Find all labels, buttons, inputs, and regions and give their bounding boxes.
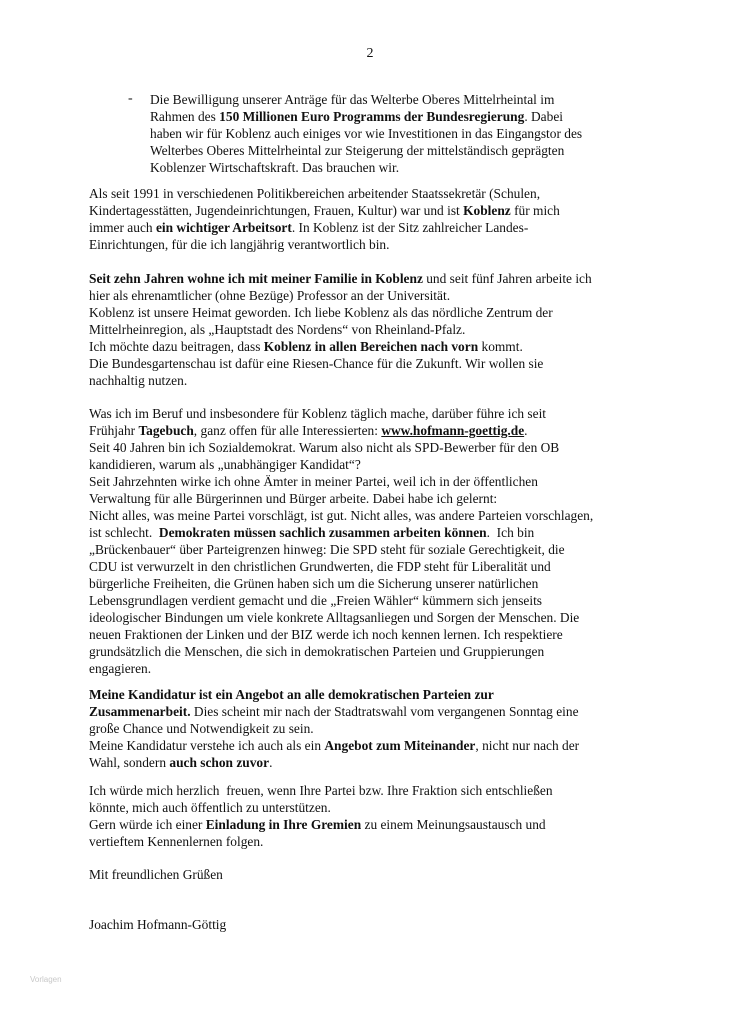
text-line: neuen Fraktionen der Linken und der BIZ werde ich noch kennen lernen. Ich respektiere xyxy=(89,627,563,642)
text-line: Meine Kandidatur verstehe ich auch als ein Angebot zum Miteinander, nicht nur nach der xyxy=(89,738,580,753)
text-line: Was ich im Beruf und insbesondere für Koblenz täglich mache, darüber führe ich seit xyxy=(89,406,547,421)
page-number: 2 xyxy=(366,46,374,61)
emphasis: Koblenz in allen Bereichen nach vorn xyxy=(263,339,479,354)
text-line: Zusammenarbeit. Dies scheint mir nach der Stadtratswahl vom vergangenen Sonntag eine xyxy=(89,704,579,719)
bullet-marker: - xyxy=(128,91,133,106)
emphasis: Einladung in Ihre Gremien xyxy=(205,817,362,832)
text-line: Gern würde ich einer Einladung in Ihre Gremien zu einem Meinungsaustausch und xyxy=(89,817,546,832)
emphasis: Seit zehn Jahren wohne ich mit meiner Familie in Koblenz xyxy=(89,271,423,286)
text-line: vertieftem Kennenlernen folgen. xyxy=(89,834,264,849)
emphasis: ein wichtiger Arbeitsort xyxy=(155,220,292,235)
text-line: CDU ist verwurzelt in den christlichen Grundwerten, die FDP steht für Liberalität und xyxy=(89,559,551,574)
text-line: Wahl, sondern auch schon zuvor. xyxy=(89,755,273,770)
text-line: Lebensgrundlagen verdient gemacht und die „Freien Wähler“ kümmern sich jenseits xyxy=(89,593,543,608)
text-line: Rahmen des 150 Millionen Euro Programms der Bundesregierung. Dabei xyxy=(150,109,563,124)
paragraph-kandidatur xyxy=(89,686,649,771)
paragraph-staatssekretaer xyxy=(89,185,649,253)
text-line: Als seit 1991 in verschiedenen Politikbereichen arbeitender Staatssekretär (Schulen, xyxy=(89,186,541,201)
text-line: Mit freundlichen Grüßen xyxy=(89,867,223,882)
paragraph-koblenz-heimat xyxy=(89,270,649,389)
emphasis: Meine Kandidatur ist ein Angebot an alle demokratischen Parteien zur xyxy=(89,687,494,702)
text-line: engagieren. xyxy=(89,661,152,676)
text-line: Einrichtungen, für die ich langjährig verantwortlich bin. xyxy=(89,237,390,252)
emphasis: 150 Millionen Euro Programms der Bundesregierung xyxy=(219,109,525,124)
text-line: Koblenzer Wirtschaftskraft. Das brauchen wir. xyxy=(150,160,400,175)
text-line: Joachim Hofmann-Göttig xyxy=(89,917,227,932)
emphasis: Zusammenarbeit. xyxy=(89,704,191,719)
text-line: Verwaltung für alle Bürgerinnen und Bürger arbeite. Dabei habe ich gelernt: xyxy=(89,491,498,506)
text-line: Koblenz ist unsere Heimat geworden. Ich liebe Koblenz als das nördliche Zentrum der xyxy=(89,305,553,320)
text-line xyxy=(89,686,649,703)
text-line: große Chance und Notwendigkeit zu sein. xyxy=(89,721,314,736)
text-line: grundsätzlich die Menschen, die sich in demokratischen Parteien und Gruppierungen xyxy=(89,644,545,659)
text-line: Kindertagesstätten, Jugendeinrichtungen, Frauen, Kultur) war und ist Koblenz für mich xyxy=(89,203,560,218)
text-line: kandidieren, warum als „unabhängiger Kandidat“? xyxy=(89,457,361,472)
text-line: „Brückenbauer“ über Parteigrenzen hinweg: Die SPD steht für soziale Gerechtigkeit, die xyxy=(89,542,565,557)
emphasis: Angebot zum Miteinander xyxy=(324,738,476,753)
emphasis: Demokraten müssen sachlich zusammen arbeiten können xyxy=(158,525,487,540)
text-line: Die Bewilligung unserer Anträge für das Welterbe Oberes Mittelrheintal im xyxy=(150,92,555,107)
text-line: bürgerliche Freiheiten, die Grünen haben sich um die Sicherung unserer natürlichen xyxy=(89,576,539,591)
emphasis: auch schon zuvor xyxy=(169,755,270,770)
closing-line xyxy=(89,866,649,883)
text-line: ist schlecht. Demokraten müssen sachlich zusammen arbeiten können. Ich bin xyxy=(89,525,535,540)
paragraph-sozialdemokrat xyxy=(89,405,649,677)
text-line: Frühjahr Tagebuch, ganz offen für alle Interessierten: www.hofmann-goettig.de. xyxy=(89,423,528,438)
text-line: Ich möchte dazu beitragen, dass Koblenz in allen Bereichen nach vorn kommt. xyxy=(89,339,523,354)
text-line: Seit 40 Jahren bin ich Sozialdemokrat. Warum also nicht als SPD-Bewerber für den OB xyxy=(89,440,560,455)
text-line: ideologischer Bindungen um viele konkrete Alltagsanliegen und Sorgen der Menschen. Die xyxy=(89,610,580,625)
text-line: haben wir für Koblenz auch einiges vor wie Investitionen in das Eingangstor des xyxy=(150,126,583,141)
emphasis: Tagebuch xyxy=(138,423,194,438)
signature-name xyxy=(89,916,649,933)
text-line: Welterbes Oberes Mittelrheintal zur Steigerung der mittelständisch geprägten xyxy=(150,143,565,158)
text-line: hier als ehrenamtlicher (ohne Bezüge) Professor an der Universität. xyxy=(89,288,451,303)
text-line: Die Bundesgartenschau ist dafür eine Riesen-Chance für die Zukunft. Wir wollen sie xyxy=(89,356,544,371)
text-line: könnte, mich auch öffentlich zu unterstützen. xyxy=(89,800,331,815)
text-line: Ich würde mich herzlich freuen, wenn Ihre Partei bzw. Ihre Fraktion sich entschließen xyxy=(89,783,553,798)
website-link[interactable]: www.hofmann-goettig.de xyxy=(381,423,525,438)
text-line: nachhaltig nutzen. xyxy=(89,373,188,388)
text-line: Seit zehn Jahren wohne ich mit meiner Familie in Koblenz und seit fünf Jahren arbeite ich xyxy=(89,271,592,286)
text-line: Seit Jahrzehnten wirke ich ohne Ämter in meiner Partei, weil ich in der öffentlichen xyxy=(89,474,538,489)
bullet-paragraph xyxy=(150,91,650,176)
paragraph-unterstuetzung xyxy=(89,782,649,850)
emphasis: Koblenz xyxy=(463,203,511,218)
text-line: immer auch ein wichtiger Arbeitsort. In Koblenz ist der Sitz zahlreicher Landes- xyxy=(89,220,529,235)
text-line: Mittelrheinregion, als „Hauptstadt des Nordens“ von Rheinland-Pfalz. xyxy=(89,322,466,337)
watermark: Vorlagen xyxy=(30,975,62,984)
text-line: Nicht alles, was meine Partei vorschlägt, ist gut. Nicht alles, was andere Parteien vorschlagen, xyxy=(89,508,594,523)
